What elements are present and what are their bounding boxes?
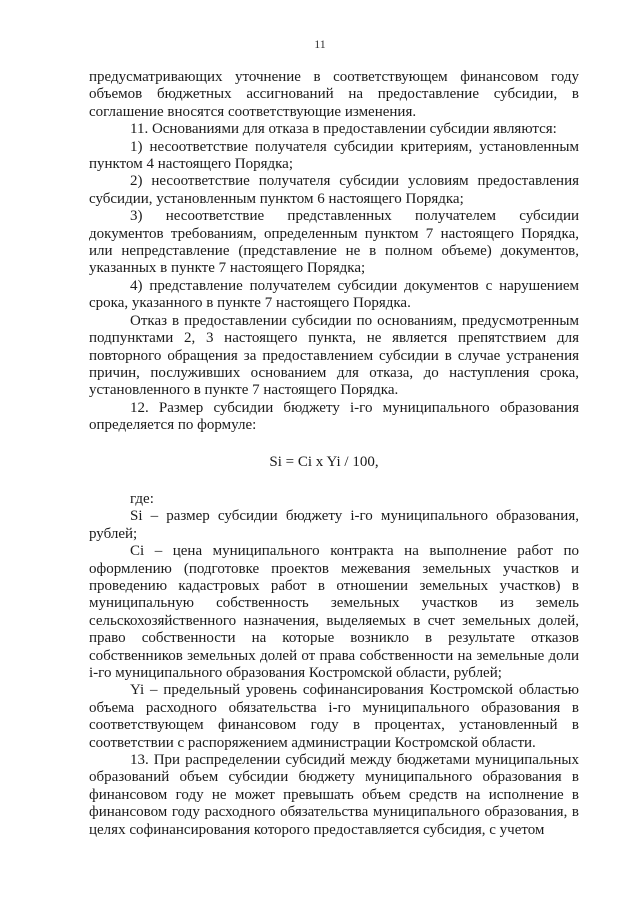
document-body [89, 69, 579, 839]
paragraph-subclause-3: 3) несоответствие представленных получателем субсидии документов требованиям, определенным пунктом 7 настоящего Порядка, или непредставление (представление не в полном объеме) документов, указанных в пункте 7 настоящего Порядка; [89, 208, 579, 277]
paragraph-where: где: [130, 490, 154, 507]
paragraph-def-si: Si – размер субсидии бюджету i-го муниципального образования, рублей; [89, 508, 579, 542]
paragraph-subclause-4: 4) представление получателем субсидии документов с нарушением срока, указанного в пункте 7 настоящего Порядка. [89, 277, 579, 312]
paragraph-clause-12: 12. Размер субсидии бюджету i-го муниципального образования определяется по формуле: [89, 399, 579, 434]
formula: Si = Ci x Yi / 100, [269, 453, 379, 470]
paragraph-refusal-note: Отказ в предоставлении субсидии по основаниям, предусмотренным подпунктами 2, 3 настоящего пункта, не является препятствием для повторного обращения за предоставлением субсидии в случае устранения причин, послуживших основанием для отказа, до наступления срока, установленного в пункте 7 настоящего Порядка. [89, 312, 579, 399]
page-number: 11 [314, 37, 326, 51]
paragraph-def-ci: Ci – цена муниципального контракта на выполнение работ по оформлению (подготовке проектов межевания земельных участков и проведению кадастровых работ в отношении земельных участков) в муниципальную собственность земельных участков из земель сельскохозяйственного назначения, выделяемых в счет земельных долей, право собственности на которые возникло в результате отказов собственников земельных долей от права собственности на земельные доли i-го муниципального образования Костромской области, рублей; [89, 543, 579, 681]
paragraph-clause-13: 13. При распределении субсидий между бюджетами муниципальных образований объем субсидии бюджету муниципального образования в финансовом году не может превышать объем средств на исполнение в финансовом году расходного обязательства муниципального образования, в целях софинансирования которого предоставляется субсидия, с учетом [89, 752, 579, 838]
paragraph-subclause-1: 1) несоответствие получателя субсидии критериям, установленным пунктом 4 настоящего Порядка; [89, 138, 579, 173]
paragraph-continuation: предусматривающих уточнение в соответствующем финансовом году объемов бюджетных ассигнований на предоставление субсидии, в соглашение вносятся соответствующие изменения. [89, 69, 579, 120]
paragraph-subclause-2: 2) несоответствие получателя субсидии условиям предоставления субсидии, установленным пунктом 6 настоящего Порядка; [89, 173, 579, 207]
paragraph-def-yi: Yi – предельный уровень софинансирования Костромской областью объема расходного обязательства i-го муниципального образования в соответствующем финансовом году в процентах, установленный в соответствии с распоряжением администрации Костромской области. [89, 682, 579, 751]
paragraph-clause-11: 11. Основаниями для отказа в предоставлении субсидии являются: [130, 121, 557, 138]
